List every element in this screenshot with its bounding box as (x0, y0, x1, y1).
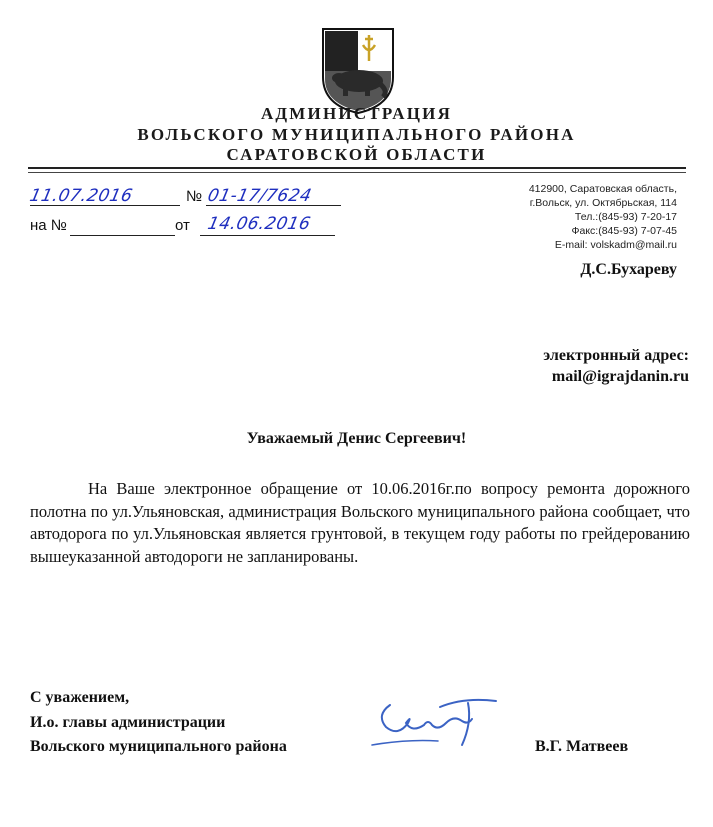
reference-number-blank (70, 235, 175, 236)
recipient-email-label: электронный адрес: (543, 347, 689, 364)
signature-icon (368, 693, 500, 749)
reference-from-label: от (175, 217, 190, 234)
registration-number: 01-17/7624 (205, 186, 314, 206)
registration-date-underline (30, 205, 180, 206)
phone: Тел.:(845-93) 7-20-17 (574, 211, 677, 223)
reference-date: 14.06.2016 (205, 214, 313, 234)
reference-date-underline (200, 235, 335, 236)
signer-name: В.Г. Матвеев (535, 738, 629, 755)
closing-organization: Вольского муниципального района (30, 738, 287, 755)
header-divider-thin (28, 172, 686, 173)
recipient-name: Д.С.Бухареву (580, 261, 677, 278)
fax: Факс:(845-93) 7-07-45 (571, 225, 677, 237)
header-divider-thick (28, 167, 686, 169)
closing-regards: С уважением, (30, 689, 130, 706)
registration-date: 11.07.2016 (27, 186, 135, 206)
coat-of-arms-icon (319, 25, 397, 115)
recipient-email: mail@igrajdanin.ru (551, 368, 689, 385)
org-email: E-mail: volskadm@mail.ru (554, 239, 677, 251)
org-title-line-1: АДМИНИСТРАЦИЯ (260, 104, 453, 123)
reference-number-label: на № (30, 217, 67, 234)
address-line-2: г.Вольск, ул. Октябрьская, 114 (529, 197, 677, 209)
org-title-line-3: САРАТОВСКОЙ ОБЛАСТИ (226, 145, 487, 164)
number-label: № (186, 188, 203, 205)
address-line-1: 412900, Саратовская область, (528, 183, 677, 195)
registration-number-underline (206, 205, 341, 206)
org-title-line-2: ВОЛЬСКОГО МУНИЦИПАЛЬНОГО РАЙОНА (137, 125, 576, 144)
salutation: Уважаемый Денис Сергеевич! (246, 430, 467, 447)
letter-body: На Ваше электронное обращение от 10.06.2016г.по вопросу ремонта дорожного полотна по ул.Ульяновская, администрация Вольского муниципального района сообщает, что автодорога по ул.Ульяновская является грунтовой, в текущем году работы по грейдерованию вышеуказанной автодороги не запланированы. (30, 479, 690, 566)
closing-position: И.о. главы администрации (30, 714, 226, 731)
